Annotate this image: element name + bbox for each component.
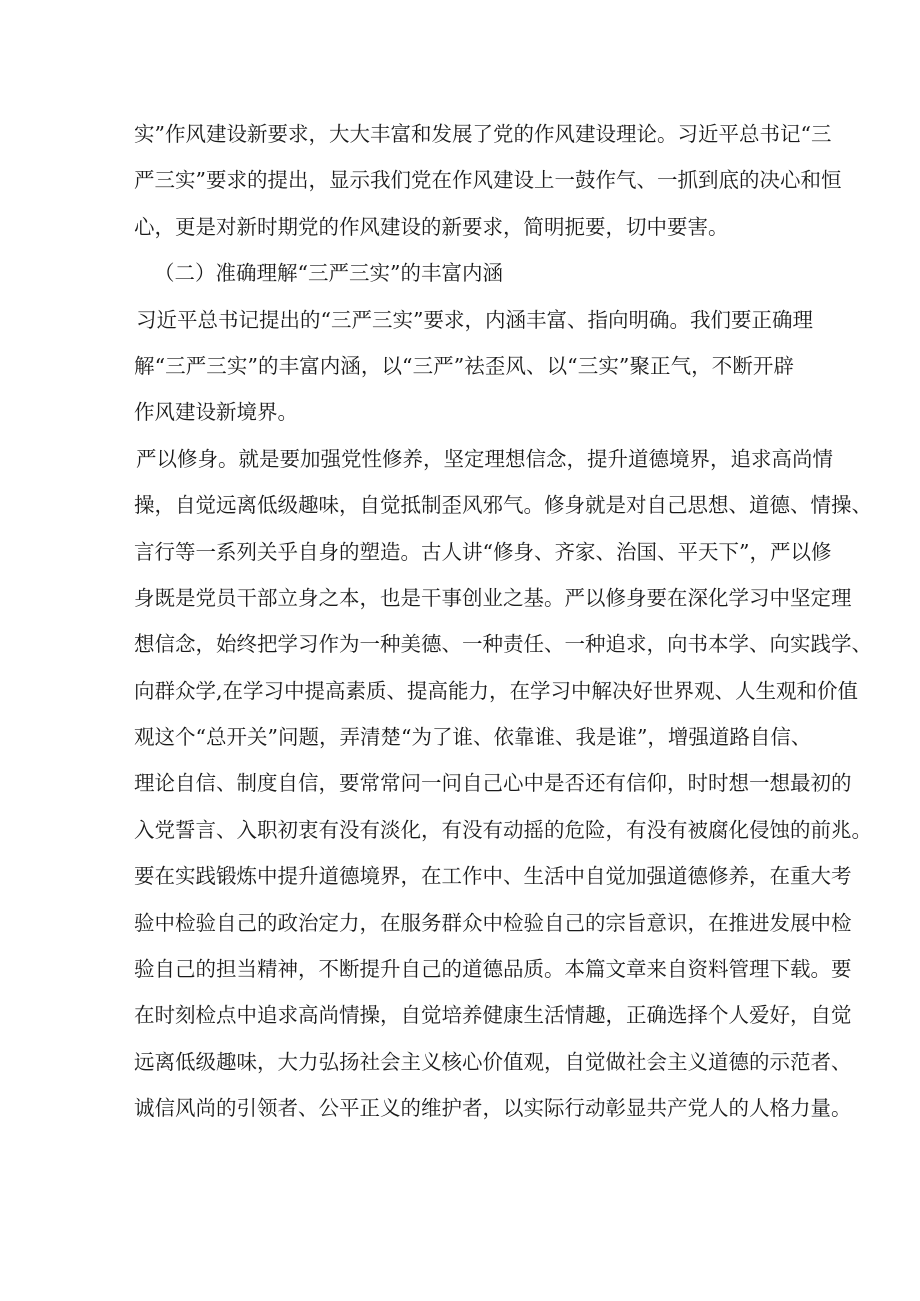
text-line: 向群众学,在学习中提高素质、提高能力，在学习中解决好世界观、人生观和价值 xyxy=(134,678,859,703)
text-line: 验自己的担当精神，不断提升自己的道德品质。本篇文章来自资料管理下载。要 xyxy=(134,957,852,982)
text-line: 心，更是对新时期党的作风建设的新要求，简明扼要，切中要害。 xyxy=(134,214,729,239)
text-line: 作风建设新境界。 xyxy=(134,400,298,425)
text-line: 理论自信、制度自信，要常常问一问自己心中是否还有信仰，时时想一想最初的 xyxy=(134,771,852,796)
text-line: 操，自觉远离低级趣味，自觉抵制歪风邪气。修身就是对自己思想、道德、情操、 xyxy=(134,493,872,518)
document-body xyxy=(134,111,872,1132)
text-line: 远离低级趣味，大力弘扬社会主义核心价值观，自觉做社会主义道德的示范者、 xyxy=(134,1049,852,1074)
text-line: 要在实践锻炼中提升道德境界，在工作中、生活中自觉加强道德修养，在重大考 xyxy=(134,864,852,889)
text-line: 观这个“总开关”问题，弄清楚“为了谁、依靠谁、我是谁”，增强道路自信、 xyxy=(134,725,812,750)
text-line: 诚信风尚的引领者、公平正义的维护者，以实际行动彰显共产党人的人格力量。 xyxy=(134,1096,852,1121)
text-line: 言行等一系列关乎自身的塑造。古人讲“修身、齐家、治国、平天下”，严以修 xyxy=(134,539,832,564)
text-line: 解“三严三实”的丰富内涵，以“三严”祛歪风、以“三实”聚正气，不断开辟 xyxy=(134,353,794,378)
text-line: 严以修身。就是要加强党性修养，坚定理想信念，提升道德境界，追求高尚情 xyxy=(136,446,833,471)
text-line: 身既是党员干部立身之本，也是干事创业之基。严以修身要在深化学习中坚定理 xyxy=(134,585,852,610)
section-heading: （二）准确理解“三严三实”的丰富内涵 xyxy=(154,261,503,286)
text-line: 严三实”要求的提出，显示我们党在作风建设上一鼓作气、一抓到底的决心和恒 xyxy=(134,168,842,193)
text-line: 习近平总书记提出的“三严三实”要求，内涵丰富、指向明确。我们要正确理 xyxy=(136,307,813,332)
text-line: 实”作风建设新要求，大大丰富和发展了党的作风建设理论。习近平总书记“三 xyxy=(134,122,832,146)
text-line: 在时刻检点中追求高尚情操，自觉培养健康生活情趣，正确选择个人爱好，自觉 xyxy=(134,1003,852,1028)
text-line: 入党誓言、入职初衷有没有淡化，有没有动摇的危险，有没有被腐化侵蚀的前兆。 xyxy=(134,817,872,842)
text-line: 想信念，始终把学习作为一种美德、一种责任、一种追求，向书本学、向实践学、 xyxy=(134,632,872,657)
text-line: 验中检验自己的政治定力，在服务群众中检验自己的宗旨意识，在推进发展中检 xyxy=(134,910,852,935)
